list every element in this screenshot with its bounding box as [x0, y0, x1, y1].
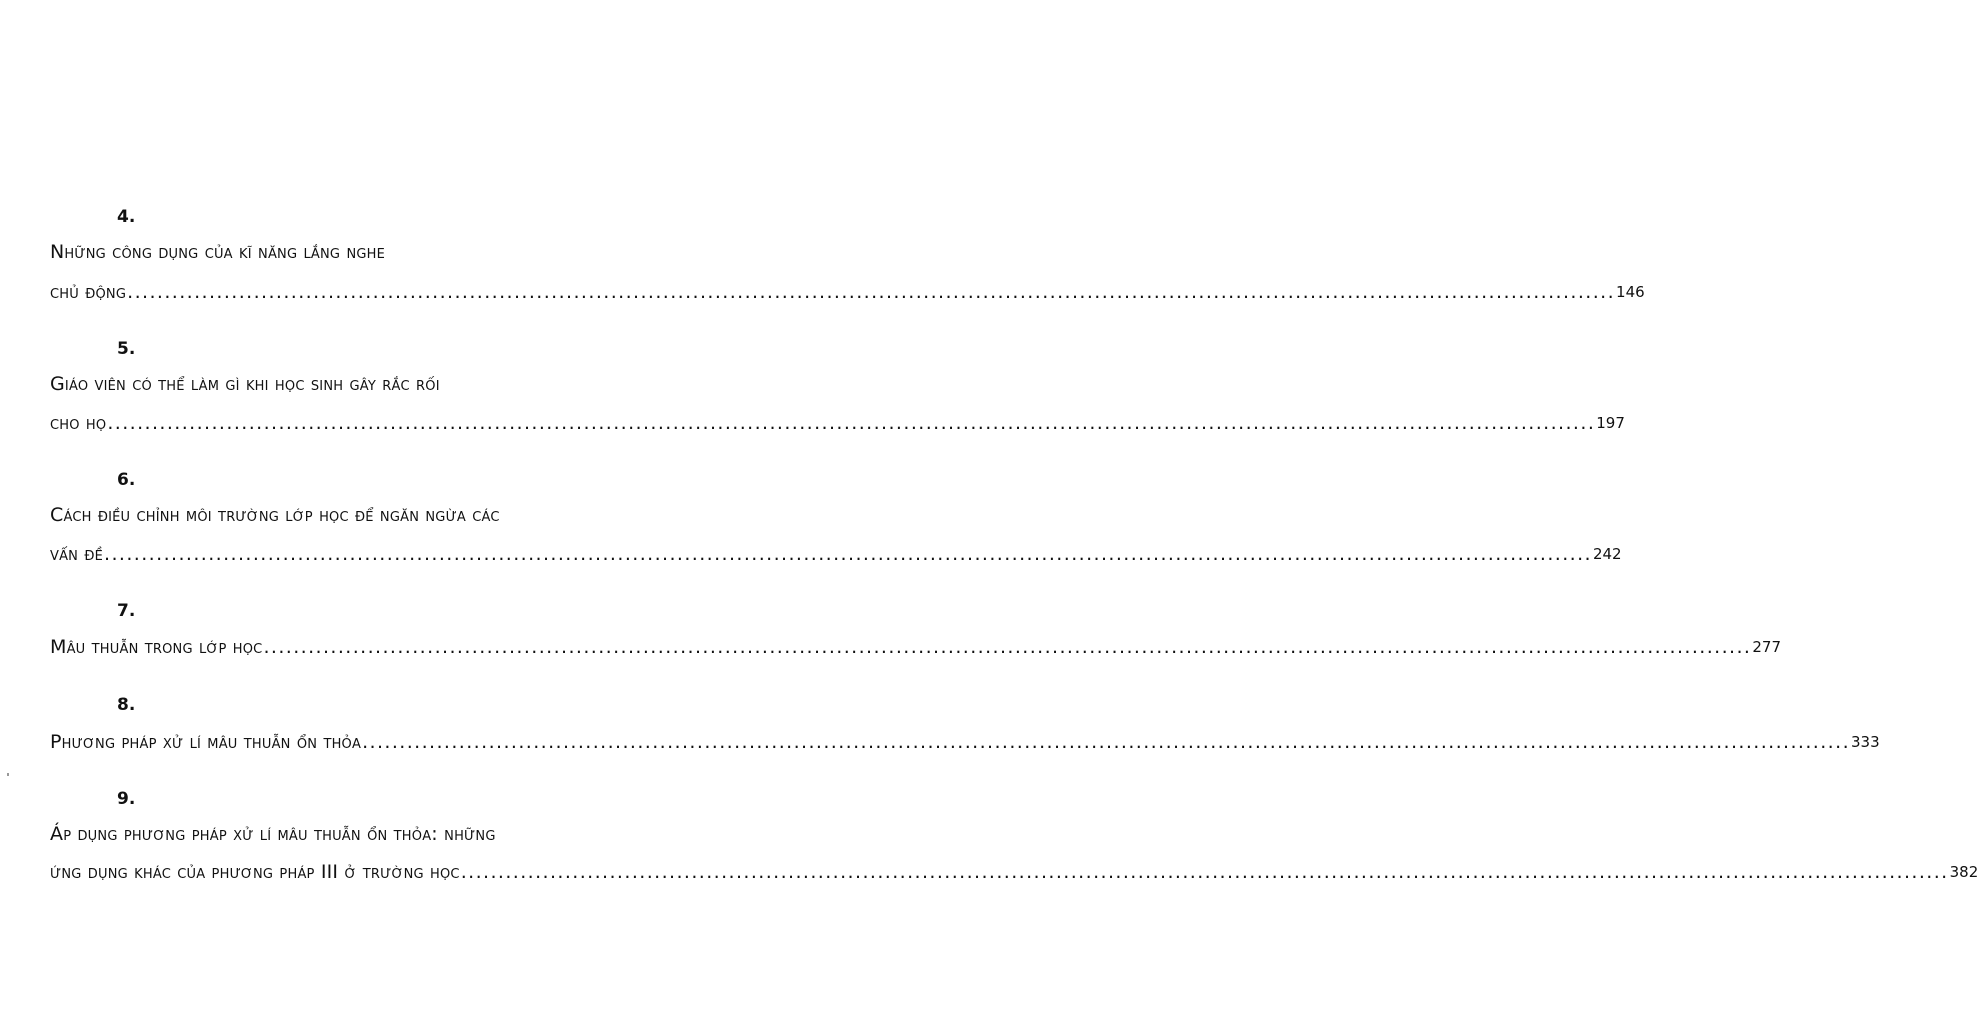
chapter-number: 5.: [117, 339, 136, 359]
chapter-title: Những công dụng của kĩ năng lắng nghe: [50, 241, 386, 263]
chapter-title-line: [50, 540, 1622, 566]
chapter-number: 7.: [117, 601, 136, 621]
chapter-number: 9.: [117, 789, 136, 809]
chapter-title-line: [50, 278, 1645, 304]
chapter-title-line: [50, 238, 622, 264]
dot-leader: ........................................................................................................................................................................................................: [460, 861, 1949, 883]
page-number: 146: [1616, 283, 1645, 301]
dot-leader: ........................................................................................................................................................................................................: [263, 636, 1752, 658]
chapter-title-continued: ứng dụng khác của phương pháp III ở trường học: [50, 861, 460, 883]
chapter-title-continued: chủ động: [50, 281, 127, 303]
chapter-title: Giáo viên có thể làm gì khi học sinh gây rắc rối: [50, 373, 440, 395]
chapter-title-line: [50, 858, 1978, 884]
chapter-title-line: [50, 501, 622, 527]
chapter-title: Phương pháp xử lí mâu thuẫn ổn thỏa: [50, 731, 362, 753]
dot-leader: ........................................................................................................................................................................................................: [127, 281, 1616, 303]
chapter-title: Cách điều chỉnh môi trường lớp học để ngăn ngừa các: [50, 504, 500, 526]
chapter-title-line: [50, 633, 1782, 659]
chapter-number: 4.: [117, 207, 136, 227]
dot-leader: ........................................................................................................................................................................................................: [104, 543, 1592, 565]
chapter-title-continued: cho họ: [50, 412, 107, 434]
chapter-title-line: [50, 370, 622, 396]
chapter-number: 8.: [117, 695, 136, 715]
chapter-title-line: [50, 728, 1880, 754]
page-number: 197: [1596, 414, 1625, 432]
chapter-title-line: [50, 820, 622, 846]
scan-speck: [7, 773, 9, 776]
chapter-title: Áp dụng phương pháp xử lí mâu thuẫn ổn thỏa: những: [50, 823, 496, 845]
page-number: 382: [1949, 863, 1978, 881]
page-number: 242: [1592, 545, 1622, 563]
dot-leader: ........................................................................................................................................................................................................: [107, 412, 1596, 434]
chapter-title: Mâu thuẫn trong lớp học: [50, 636, 263, 658]
chapter-number: 6.: [117, 470, 136, 490]
chapter-title-line: [50, 409, 1625, 435]
page-number: 277: [1752, 638, 1782, 656]
dot-leader: ........................................................................................................................................................................................................: [362, 731, 1851, 753]
page-number: 333: [1851, 733, 1880, 751]
chapter-title-continued: vấn đề: [50, 543, 104, 565]
